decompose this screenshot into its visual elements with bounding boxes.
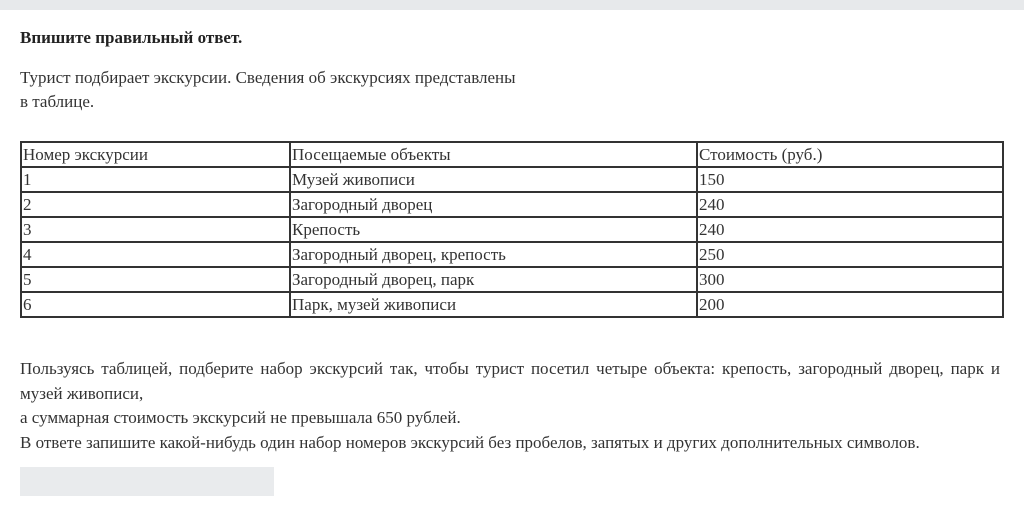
cell-objects: Загородный дворец xyxy=(290,192,697,217)
answer-input[interactable] xyxy=(20,467,274,496)
intro-line-1: Турист подбирает экскурсии. Сведения об экскурсиях представлены xyxy=(20,68,516,87)
task-paragraph-1: Пользуясь таблицей, подберите набор экскурсий так, чтобы турист посетил четыре объекта: крепость, загородный дворец, парк и музей живописи, xyxy=(20,359,1000,403)
cell-cost: 240 xyxy=(697,217,1003,242)
cell-number: 4 xyxy=(21,242,290,267)
cell-cost: 240 xyxy=(697,192,1003,217)
table-header-row xyxy=(21,142,1003,167)
instruction-heading: Впишите правильный ответ. xyxy=(20,28,243,47)
cell-objects: Загородный дворец, парк xyxy=(290,267,697,292)
cell-objects: Крепость xyxy=(290,217,697,242)
task-line-3: В ответе запишите какой-нибудь один набор номеров экскурсий без пробелов, запятых и других дополнительных символов. xyxy=(20,432,920,452)
cell-objects: Загородный дворец, крепость xyxy=(290,242,697,267)
cell-number: 6 xyxy=(21,292,290,317)
cell-number: 2 xyxy=(21,192,290,217)
cell-cost: 200 xyxy=(697,292,1003,317)
cell-number: 3 xyxy=(21,217,290,242)
table-row xyxy=(21,267,1003,292)
header-cost: Стоимость (руб.) xyxy=(697,142,1003,167)
intro-line-2: в таблице. xyxy=(20,92,95,111)
table-row xyxy=(21,242,1003,267)
table-row xyxy=(21,192,1003,217)
cell-cost: 150 xyxy=(697,167,1003,192)
header-excursion-number: Номер экскурсии xyxy=(21,142,290,167)
task-text xyxy=(20,357,1000,455)
top-strip xyxy=(0,0,1024,10)
cell-number: 5 xyxy=(21,267,290,292)
table-row xyxy=(21,217,1003,242)
excursions-table xyxy=(20,141,1004,318)
table-row xyxy=(21,167,1003,192)
cell-objects: Музей живописи xyxy=(290,167,697,192)
task-line-2: а суммарная стоимость экскурсий не превышала 650 рублей. xyxy=(20,408,461,427)
cell-cost: 300 xyxy=(697,267,1003,292)
header-visited-objects: Посещаемые объекты xyxy=(290,142,697,167)
cell-cost: 250 xyxy=(697,242,1003,267)
table-row xyxy=(21,292,1003,317)
cell-number: 1 xyxy=(21,167,290,192)
intro-text xyxy=(20,66,580,114)
cell-objects: Парк, музей живописи xyxy=(290,292,697,317)
